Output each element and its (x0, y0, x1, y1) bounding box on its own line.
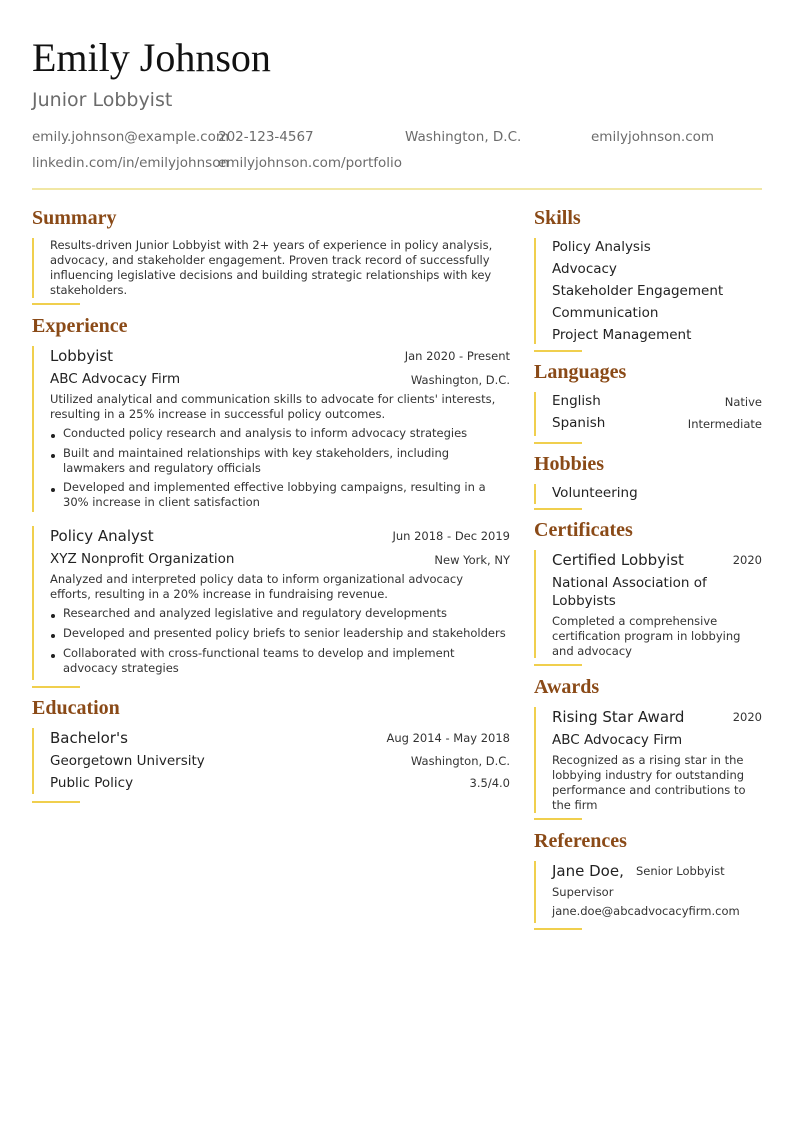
summary-rule (32, 303, 80, 305)
job-1-bullet-2: Built and maintained relationships with key stakeholders, including lawmakers and regulatory officials (63, 446, 450, 475)
bullet-icon (51, 654, 55, 658)
education-school: Georgetown University (50, 753, 205, 769)
reference-relation: Supervisor (552, 885, 614, 899)
job-2-company: XYZ Nonprofit Organization (50, 551, 235, 567)
language-name: Spanish (552, 415, 606, 431)
languages-bar (534, 392, 536, 436)
job-2-bullet-2: Developed and presented policy briefs to senior leadership and stakeholders (63, 626, 506, 640)
certificates-rule (534, 664, 582, 666)
candidate-name: Emily Johnson (32, 35, 271, 80)
language-level: Intermediate (687, 417, 762, 431)
education-rule (32, 801, 80, 803)
language-level: Native (724, 395, 762, 409)
reference-role: Senior Lobbyist (636, 864, 725, 878)
bullet-icon (51, 434, 55, 438)
contact-email[interactable]: emily.johnson@example.com (32, 129, 230, 145)
awards-heading: Awards (534, 676, 600, 698)
experience-rule (32, 686, 80, 688)
contact-linkedin[interactable]: linkedin.com/in/emilyjohnson (32, 155, 230, 171)
skill-item: Policy Analysis (552, 239, 651, 255)
contact-location: Washington, D.C. (405, 129, 522, 145)
certificate-year: 2020 (732, 553, 762, 567)
skill-item: Communication (552, 305, 659, 321)
award-issuer: ABC Advocacy Firm (552, 732, 683, 748)
job-2-role: Policy Analyst (50, 527, 154, 545)
reference-name: Jane Doe, (552, 862, 624, 880)
skill-item: Advocacy (552, 261, 617, 277)
awards-rule (534, 818, 582, 820)
job-1-bullet-1: Conducted policy research and analysis to inform advocacy strategies (63, 426, 468, 440)
contact-phone[interactable]: 202-123-4567 (218, 129, 314, 145)
references-heading: References (534, 830, 627, 852)
skills-bar (534, 238, 536, 344)
award-description: Recognized as a rising star in the lobbying industry for outstanding performance and contributions to the firm (552, 753, 746, 812)
job-1-company: ABC Advocacy Firm (50, 371, 181, 387)
education-location: Washington, D.C. (410, 754, 510, 768)
education-heading: Education (32, 697, 120, 719)
job-1-location: Washington, D.C. (410, 373, 510, 387)
job-1-description: Utilized analytical and communication skills to advocate for clients' interests, resulting in a 25% increase in successful policy outcomes. (50, 392, 496, 421)
header-divider (32, 188, 762, 190)
certificates-heading: Certificates (534, 519, 633, 541)
job-1-bar (32, 346, 34, 512)
bullet-icon (51, 614, 55, 618)
job-1-dates: Jan 2020 - Present (404, 349, 510, 363)
job-1-role: Lobbyist (50, 347, 114, 365)
candidate-title: Junior Lobbyist (32, 89, 173, 111)
certificates-bar (534, 550, 536, 658)
languages-rule (534, 442, 582, 444)
bullet-icon (51, 454, 55, 458)
hobbies-bar (534, 484, 536, 504)
job-2-bar (32, 526, 34, 680)
languages-heading: Languages (534, 361, 627, 383)
awards-bar (534, 707, 536, 813)
experience-heading: Experience (32, 315, 128, 337)
references-bar (534, 861, 536, 923)
education-dates: Aug 2014 - May 2018 (386, 731, 510, 745)
skill-item: Project Management (552, 327, 692, 343)
education-gpa: 3.5/4.0 (469, 776, 510, 790)
certificate-issuer-line-2: Lobbyists (552, 593, 616, 609)
bullet-icon (51, 488, 55, 492)
job-2-bullet-3: Collaborated with cross-functional teams to develop and implement advocacy strategies (63, 646, 455, 675)
summary-heading: Summary (32, 207, 117, 229)
summary-text: Results-driven Junior Lobbyist with 2+ years of experience in policy analysis, advocacy, and stakeholder engagement. Proven track record of successfully influencing legislative decisions and building strategic relationships with key stakeholders. (50, 238, 493, 297)
hobbies-heading: Hobbies (534, 453, 605, 475)
job-2-dates: Jun 2018 - Dec 2019 (392, 529, 510, 543)
education-bar (32, 728, 34, 794)
skill-item: Stakeholder Engagement (552, 283, 724, 299)
contact-portfolio[interactable]: emilyjohnson.com/portfolio (218, 155, 403, 171)
bullet-icon (51, 634, 55, 638)
skills-heading: Skills (534, 207, 581, 229)
education-field: Public Policy (50, 775, 134, 791)
language-name: English (552, 393, 601, 409)
award-name: Rising Star Award (552, 708, 685, 726)
reference-email[interactable]: jane.doe@abcadvocacyfirm.com (552, 904, 740, 918)
certificate-issuer-line-1: National Association of (552, 575, 707, 591)
skills-rule (534, 350, 582, 352)
job-1-bullet-3: Developed and implemented effective lobbying campaigns, resulting in a 30% increase in client satisfaction (63, 480, 486, 509)
certificate-description: Completed a comprehensive certification program in lobbying and advocacy (552, 614, 741, 658)
job-2-location: New York, NY (434, 553, 510, 567)
summary-bar (32, 238, 34, 298)
job-2-bullet-1: Researched and analyzed legislative and regulatory developments (63, 606, 448, 620)
references-rule (534, 928, 582, 930)
certificate-name: Certified Lobbyist (552, 551, 684, 569)
education-degree: Bachelor's (50, 729, 128, 747)
award-year: 2020 (732, 710, 762, 724)
job-2-description: Analyzed and interpreted policy data to inform organizational advocacy efforts, resulting in a 20% increase in fundraising revenue. (50, 572, 464, 601)
contact-website[interactable]: emilyjohnson.com (591, 129, 715, 145)
hobbies-rule (534, 508, 582, 510)
hobby-item: Volunteering (552, 485, 638, 501)
